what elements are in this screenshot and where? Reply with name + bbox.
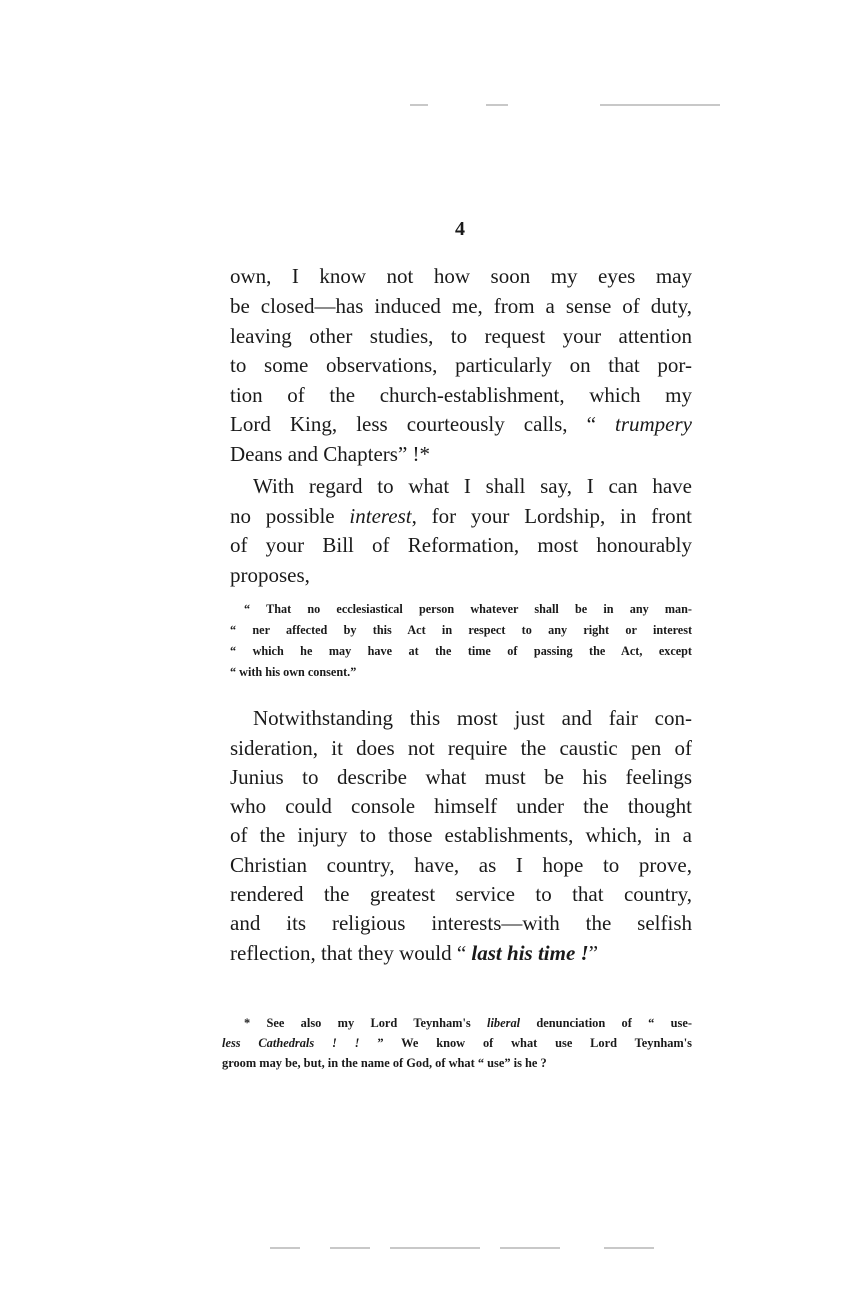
emphasis-text: last his time ! (471, 941, 589, 965)
body-text-line: With regard to what I shall say, I can have (253, 474, 692, 498)
footnote-line: groom may be, but, in the name of God, of what “ use” is he ? (222, 1056, 547, 1070)
body-text-line: and its religious interests—with the selfish (230, 911, 692, 935)
emphasis-text: liberal (487, 1016, 521, 1030)
footnote-line: * See also my Lord Teynham's liberal denunciation of “ use- (244, 1016, 692, 1030)
body-text-line: Junius to describe what must be his feelings (230, 765, 692, 789)
emphasis-text: less Cathedrals ! ! (222, 1036, 360, 1050)
body-text-line: of your Bill of Reformation, most honourably (230, 533, 692, 557)
scan-artifact (500, 1247, 560, 1249)
body-text-line: Deans and Chapters” !* (230, 442, 431, 466)
quotation-line: “ That no ecclesiastical person whatever shall be in any man- (244, 602, 692, 616)
body-text-line: Notwithstanding this most just and fair con- (253, 706, 692, 730)
body-text-line: Lord King, less courteously calls, “ trumpery (230, 412, 692, 436)
body-text-line: to some observations, particularly on that por- (230, 353, 692, 377)
body-text-line: no possible interest, for your Lordship, in front (230, 504, 692, 528)
body-text-line: of the injury to those establishments, which, in a (230, 823, 692, 847)
body-text-line: Christian country, have, as I hope to prove, (230, 853, 692, 877)
scan-artifact (270, 1247, 300, 1249)
body-text-line: leaving other studies, to request your attention (230, 324, 692, 348)
body-text-line: own, I know not how soon my eyes may (230, 264, 692, 288)
scan-artifact (486, 104, 508, 106)
body-text-line: sideration, it does not require the caustic pen of (230, 736, 692, 760)
scan-artifact (410, 104, 428, 106)
emphasis-text: trumpery (615, 412, 692, 436)
quotation-line: “ ner affected by this Act in respect to any right or interest (230, 623, 692, 637)
body-text-line: who could console himself under the thought (230, 794, 692, 818)
body-text-line: be closed—has induced me, from a sense of duty, (230, 294, 692, 318)
emphasis-text: interest (349, 504, 412, 528)
scan-artifact (390, 1247, 480, 1249)
scan-artifact (604, 1247, 654, 1249)
body-text-line: reflection, that they would “ last his time !” (230, 941, 599, 965)
body-text-line: proposes, (230, 563, 310, 587)
quotation-line: “ with his own consent.” (230, 665, 357, 679)
body-text-line: tion of the church-establishment, which my (230, 383, 692, 407)
quotation-line: “ which he may have at the time of passing the Act, except (230, 644, 692, 658)
body-text-line: rendered the greatest service to that country, (230, 882, 692, 906)
footnote-line: less Cathedrals ! ! ” We know of what use Lord Teynham's (222, 1036, 693, 1050)
scan-artifact (330, 1247, 370, 1249)
scan-artifact (600, 104, 720, 106)
page-number: 4 (455, 218, 465, 240)
